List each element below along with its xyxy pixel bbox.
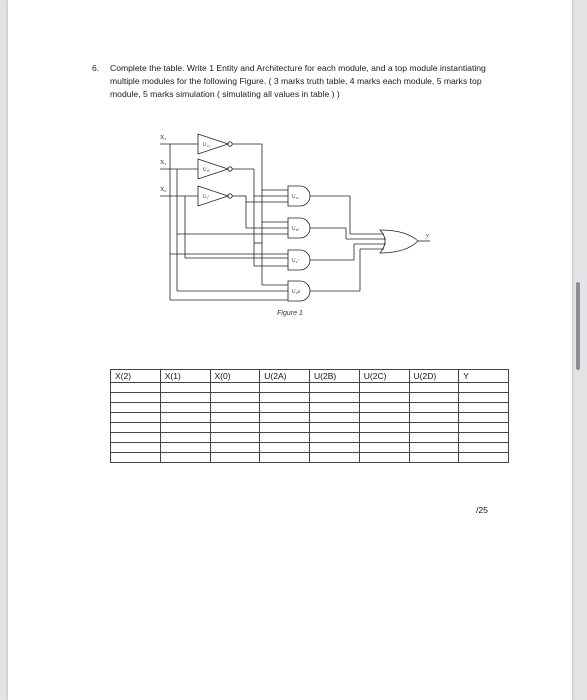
table-cell[interactable] [160, 453, 210, 463]
table-cell[interactable] [260, 433, 310, 443]
table-row [111, 393, 509, 403]
table-cell[interactable] [160, 433, 210, 443]
table-cell[interactable] [409, 413, 459, 423]
table-cell[interactable] [260, 403, 310, 413]
table-cell[interactable] [160, 423, 210, 433]
table-cell[interactable] [459, 403, 509, 413]
table-cell[interactable] [111, 413, 161, 423]
table-cell[interactable] [459, 453, 509, 463]
table-cell[interactable] [459, 443, 509, 453]
figure-caption: Figure 1 [277, 310, 303, 317]
table-cell[interactable] [359, 403, 409, 413]
label-y: y [426, 233, 429, 239]
header-x2: X(2) [111, 370, 161, 383]
label-x2: X₂ [160, 135, 167, 141]
table-row [111, 383, 509, 393]
table-cell[interactable] [409, 453, 459, 463]
truth-table [110, 369, 509, 463]
document-page [8, 0, 572, 700]
total-score: /25 [476, 505, 488, 515]
table-cell[interactable] [310, 403, 360, 413]
table-cell[interactable] [359, 433, 409, 443]
table-cell[interactable] [359, 443, 409, 453]
question-6 [92, 62, 512, 101]
table-cell[interactable] [210, 433, 260, 443]
table-cell[interactable] [260, 393, 310, 403]
table-cell[interactable] [310, 423, 360, 433]
table-cell[interactable] [409, 433, 459, 443]
table-cell[interactable] [210, 413, 260, 423]
table-cell[interactable] [111, 443, 161, 453]
question-number: 6. [92, 63, 100, 73]
table-cell[interactable] [160, 383, 210, 393]
table-cell[interactable] [210, 453, 260, 463]
table-cell[interactable] [359, 383, 409, 393]
table-cell[interactable] [210, 393, 260, 403]
table-cell[interactable] [409, 393, 459, 403]
table-cell[interactable] [459, 413, 509, 423]
table-cell[interactable] [359, 423, 409, 433]
table-cell[interactable] [111, 393, 161, 403]
table-row [111, 423, 509, 433]
table-cell[interactable] [260, 413, 310, 423]
label-x1: X₁ [160, 160, 167, 166]
table-cell[interactable] [210, 403, 260, 413]
label-u2d: U₂ᴅ [292, 290, 300, 295]
table-cell[interactable] [111, 423, 161, 433]
table-cell[interactable] [160, 443, 210, 453]
table-cell[interactable] [310, 393, 360, 403]
table-row [111, 433, 509, 443]
table-cell[interactable] [111, 453, 161, 463]
label-u1a: U₁ₐ [203, 143, 210, 148]
table-row [111, 403, 509, 413]
table-cell[interactable] [310, 453, 360, 463]
header-u2a: U(2A) [260, 370, 310, 383]
logic-circuit-figure [150, 126, 450, 326]
label-u2c: U₂ᶜ [292, 259, 299, 264]
table-cell[interactable] [359, 393, 409, 403]
table-cell[interactable] [409, 423, 459, 433]
table-cell[interactable] [459, 423, 509, 433]
question-text: Complete the table. Write 1 Entity and Architecture for each module, and a top module instantiating multiple modules for the following Figure. ( 3 marks truth table, 4 marks each module, 5 marks top module, 5 marks simulation ( simulating all values in table ) ) [110, 63, 486, 99]
truth-table-body [111, 383, 509, 463]
table-cell[interactable] [111, 383, 161, 393]
table-cell[interactable] [260, 383, 310, 393]
label-u2a: U₂ₐ [292, 195, 299, 200]
table-cell[interactable] [111, 403, 161, 413]
header-x1: X(1) [160, 370, 210, 383]
table-cell[interactable] [409, 383, 459, 393]
label-u1c: U₁ᶜ [203, 195, 210, 200]
header-y: Y [459, 370, 509, 383]
table-cell[interactable] [260, 453, 310, 463]
table-cell[interactable] [260, 423, 310, 433]
table-row [111, 453, 509, 463]
header-x0: X(0) [210, 370, 260, 383]
label-x0: X₀ [160, 187, 167, 193]
circuit-diagram [150, 126, 450, 326]
vertical-scrollbar[interactable] [576, 282, 580, 370]
label-u1b: U₁ᵦ [203, 168, 210, 173]
table-cell[interactable] [111, 433, 161, 443]
table-cell[interactable] [409, 443, 459, 453]
table-cell[interactable] [160, 403, 210, 413]
table-row [111, 443, 509, 453]
table-cell[interactable] [310, 443, 360, 453]
table-cell[interactable] [359, 413, 409, 423]
table-cell[interactable] [260, 443, 310, 453]
table-cell[interactable] [160, 393, 210, 403]
table-cell[interactable] [310, 413, 360, 423]
header-u2d: U(2D) [409, 370, 459, 383]
table-cell[interactable] [459, 383, 509, 393]
label-u2b: U₂ᵦ [292, 227, 299, 232]
table-cell[interactable] [210, 443, 260, 453]
table-cell[interactable] [310, 383, 360, 393]
table-cell[interactable] [459, 433, 509, 443]
table-cell[interactable] [409, 403, 459, 413]
table-cell[interactable] [359, 453, 409, 463]
table-cell[interactable] [210, 423, 260, 433]
table-cell[interactable] [459, 393, 509, 403]
header-u2b: U(2B) [310, 370, 360, 383]
or-gate [380, 230, 418, 253]
table-header-row [111, 370, 509, 383]
header-u2c: U(2C) [359, 370, 409, 383]
table-cell[interactable] [310, 433, 360, 443]
table-row [111, 413, 509, 423]
table-cell[interactable] [210, 383, 260, 393]
table-cell[interactable] [160, 413, 210, 423]
